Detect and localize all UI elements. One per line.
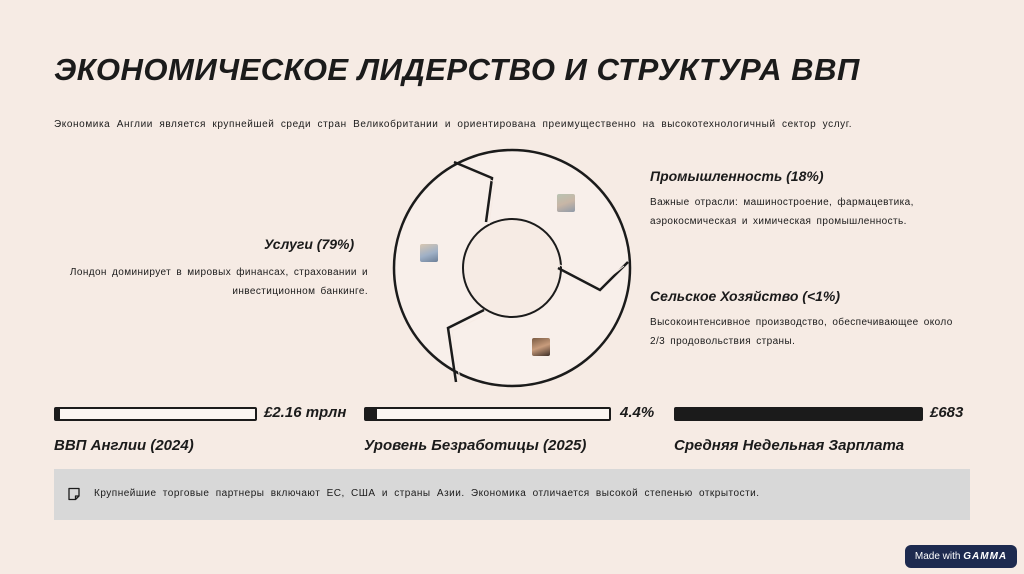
trade-note-box xyxy=(54,469,970,520)
unemployment-bar-fill xyxy=(366,409,377,419)
inner-hole xyxy=(463,219,561,317)
industry-title: Промышленность (18%) xyxy=(650,168,824,184)
intro-text: Экономика Англии является крупнейшей среди стран Великобритании и ориентирована преимущественно на высокотехнологичный сектор услуг. xyxy=(54,119,853,130)
unemployment-value: 4.4% xyxy=(620,404,655,421)
page-title: ЭКОНОМИЧЕСКОЕ ЛИДЕРСТВО И СТРУКТУРА ВВП xyxy=(54,52,860,87)
salary-bar xyxy=(674,407,923,421)
salary-value: £683 xyxy=(930,404,964,421)
gdp-bar xyxy=(54,407,257,421)
made-with-gamma-badge[interactable] xyxy=(905,545,1017,568)
agriculture-title: Сельское Хозяйство (<1%) xyxy=(650,288,841,304)
services-portrait-image xyxy=(420,244,438,262)
note-icon xyxy=(67,487,81,501)
industry-portrait-image xyxy=(557,194,575,212)
badge-prefix: Made with xyxy=(914,551,961,562)
salary-bar-fill xyxy=(676,409,921,419)
gdp-value: £2.16 трлн xyxy=(264,404,347,421)
salary-label: Средняя Недельная Зарплата xyxy=(674,437,905,454)
unemployment-bar xyxy=(364,407,611,421)
services-text: Лондон доминирует в мировых финансах, страховании и инвестиционном банкинге. xyxy=(69,267,368,297)
trade-note-text: Крупнейшие торговые партнеры включают ЕС, США и страны Азии. Экономика отличается высокой степенью открытости. xyxy=(94,488,760,499)
industry-text: Важные отрасли: машиностроение, фармацевтика, аэрокосмическая и химическая промышленность. xyxy=(650,197,914,227)
gdp-label: ВВП Англии (2024) xyxy=(54,437,194,454)
cycle-diagram xyxy=(388,144,636,392)
services-title: Услуги (79%) xyxy=(264,236,355,252)
agriculture-portrait-image xyxy=(532,338,550,356)
unemployment-label: Уровень Безработицы (2025) xyxy=(364,437,587,454)
agriculture-text: Высокоинтенсивное производство, обеспечивающее около 2/3 продовольствия страны. xyxy=(650,317,953,347)
gdp-bar-fill xyxy=(56,409,60,419)
badge-brand: GAMMA xyxy=(963,551,1008,562)
